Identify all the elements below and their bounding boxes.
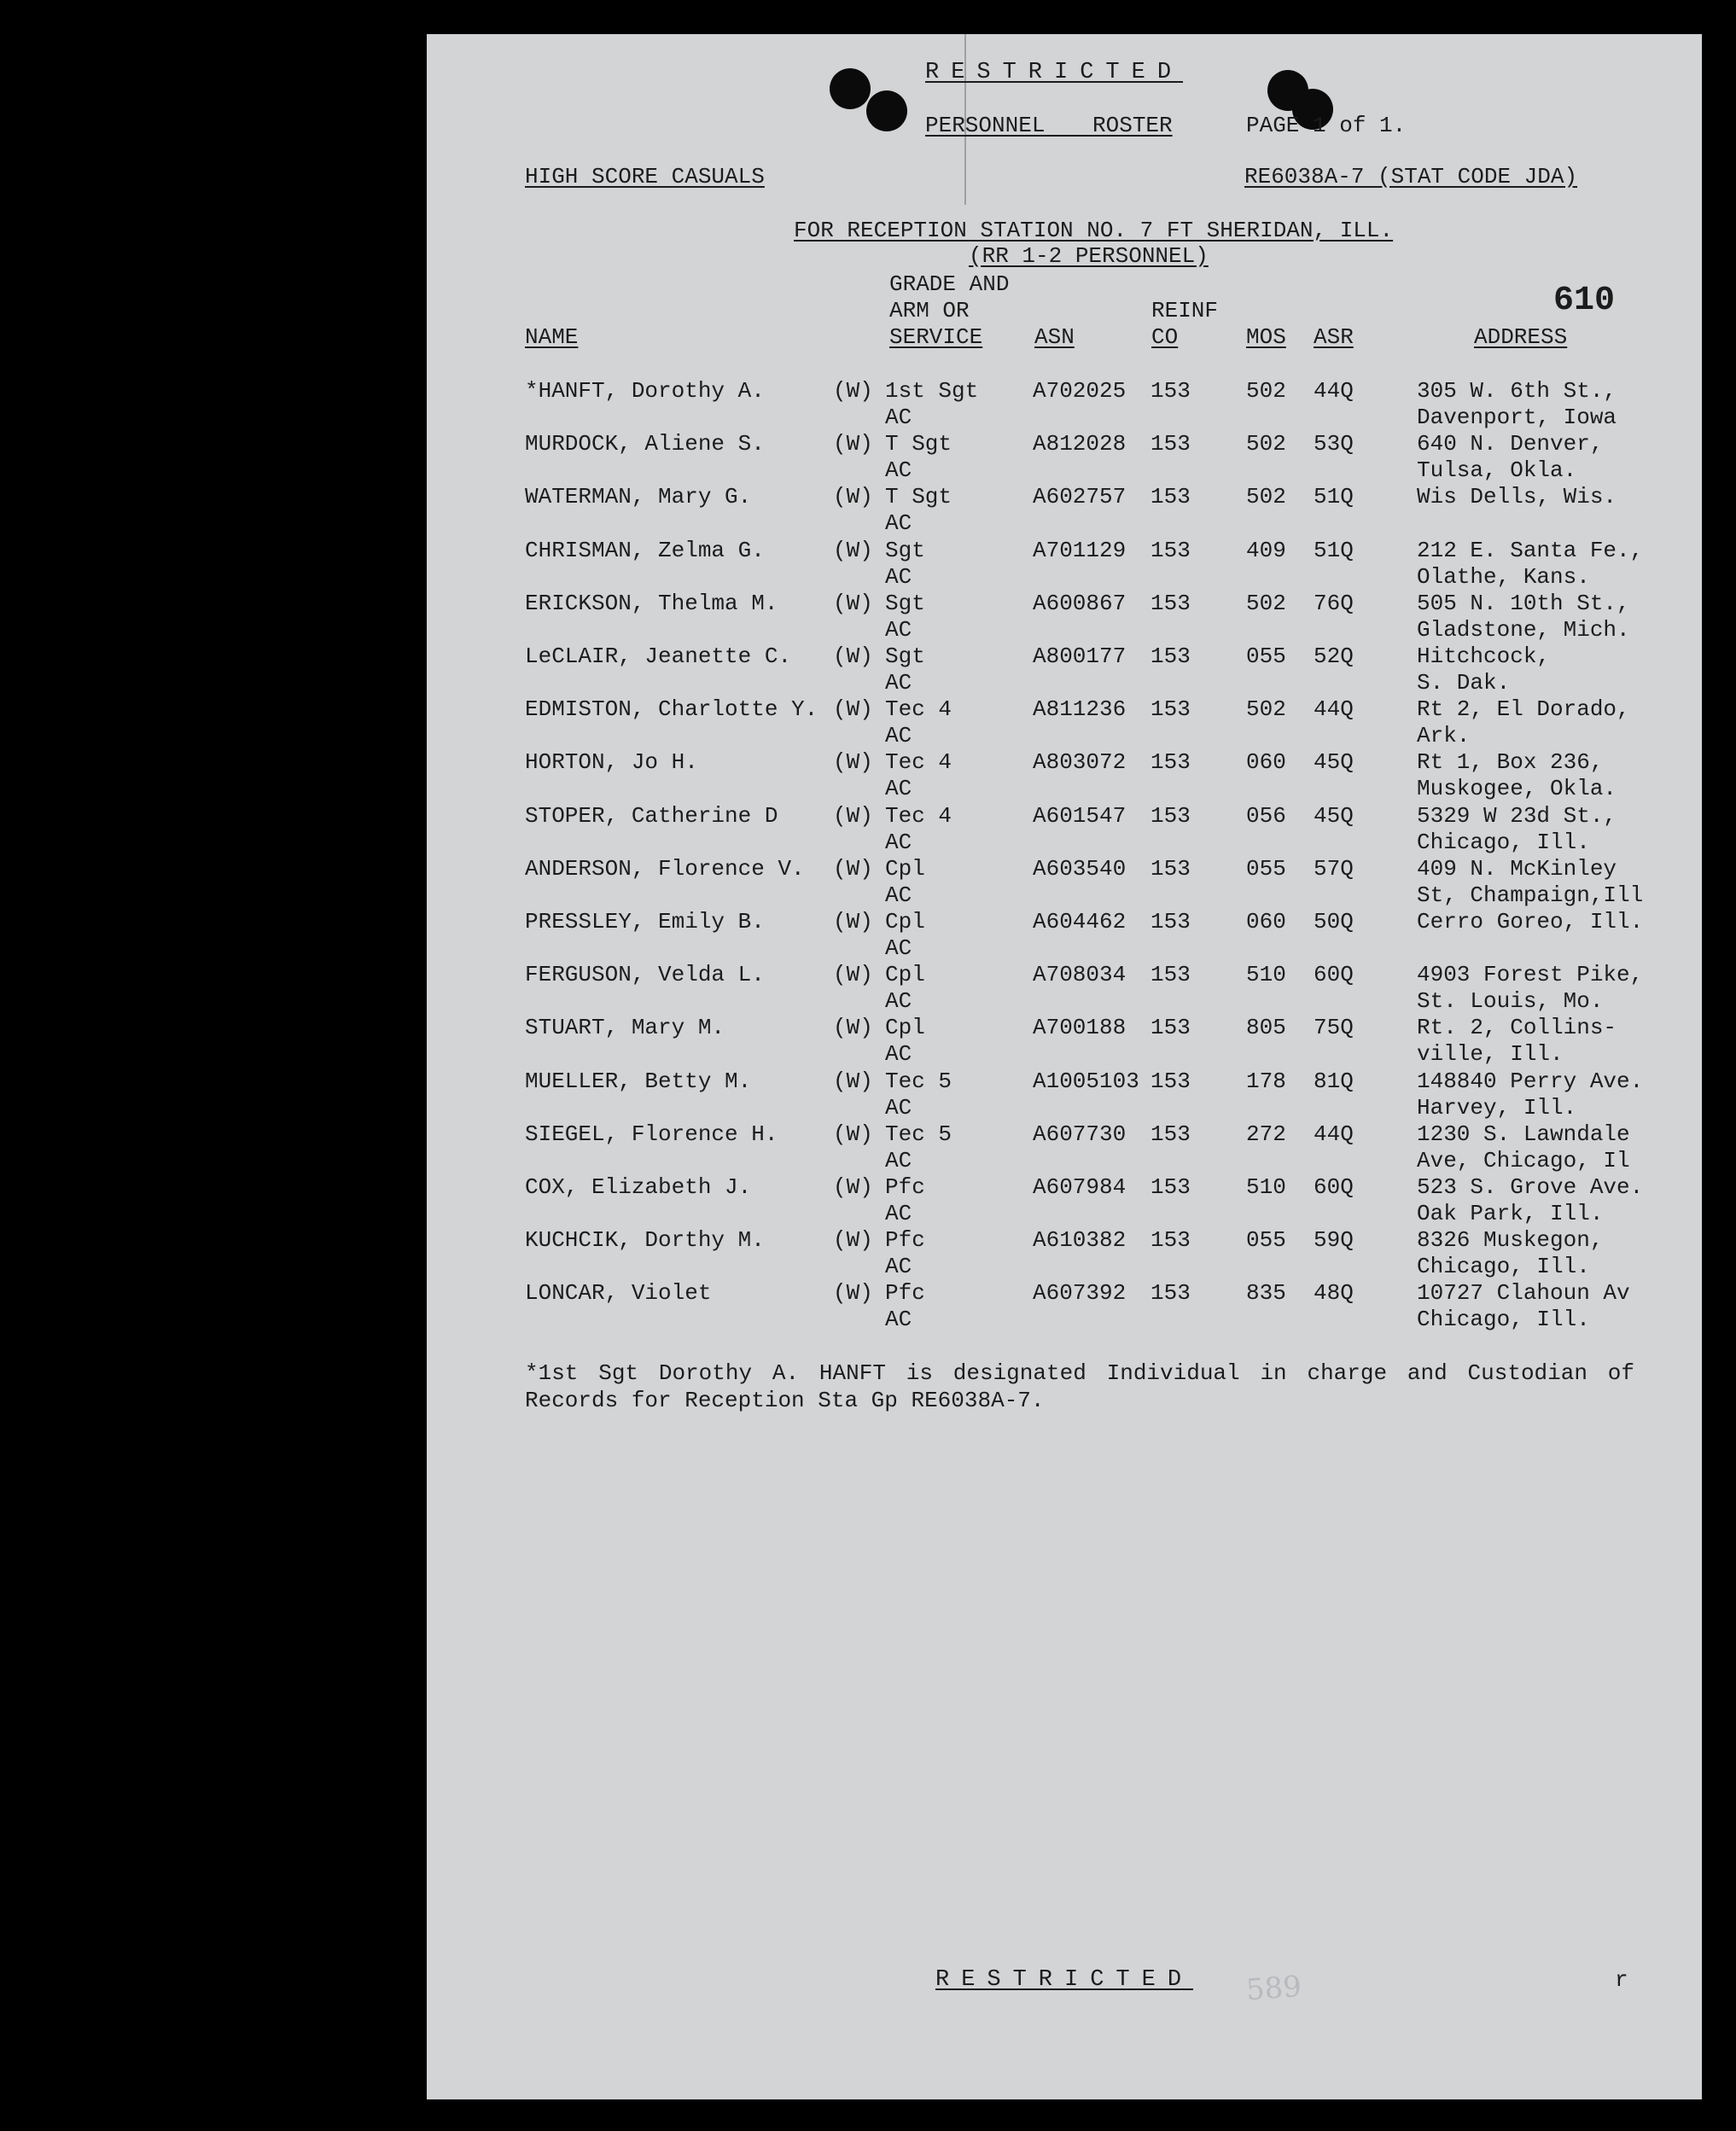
cell-reinf-co: 153 [1151,1015,1191,1040]
cell-grade: Cpl [885,962,925,987]
cell-address-line2: Oak Park, Ill. [1417,1201,1604,1226]
cell-asn: A602757 [1033,484,1127,509]
cell-address-line2: Chicago, Ill. [1417,1307,1590,1332]
cell-grade: Tec 4 [885,749,952,775]
cell-name: SIEGEL, Florence H. [525,1121,778,1147]
cell-womens-tag: (W) [833,1227,873,1253]
cell-asr: 76Q [1314,591,1354,616]
col-name: NAME [525,324,579,350]
cell-grade: Pfc [885,1227,925,1253]
cell-name: CHRISMAN, Zelma G. [525,538,765,563]
station-line: FOR RECEPTION STATION NO. 7 FT SHERIDAN, ILL. [794,218,1394,243]
cell-address-line1: 305 W. 6th St., [1417,378,1617,404]
cell-womens-tag: (W) [833,378,873,404]
cell-name: LeCLAIR, Jeanette C. [525,643,792,669]
cell-womens-tag: (W) [833,1121,873,1147]
unit-name: HIGH SCORE CASUALS [525,164,765,189]
cell-asr: 51Q [1314,538,1354,563]
cell-asr: 57Q [1314,856,1354,882]
cell-grade: Sgt [885,591,925,616]
cell-womens-tag: (W) [833,1015,873,1040]
cell-address-line2: Davenport, Iowa [1417,405,1617,430]
punch-hole-left-a [830,68,871,109]
group-code: RE6038A-7 (STAT CODE JDA) [1244,164,1578,189]
cell-address-line1: 409 N. McKinley [1417,856,1617,882]
cell-address-line1: Rt 2, El Dorado, [1417,696,1630,722]
col-asr: ASR [1314,324,1354,350]
col-grade-line2: ARM OR [889,298,970,323]
col-grade-line1: GRADE AND [889,271,1010,297]
cell-asr: 48Q [1314,1280,1354,1306]
cell-name: LONCAR, Violet [525,1280,712,1306]
cell-grade: T Sgt [885,484,952,509]
cell-name: KUCHCIK, Dorthy M. [525,1227,765,1253]
cell-asn: A701129 [1033,538,1127,563]
cell-reinf-co: 153 [1151,1227,1191,1253]
punch-hole-left-b [866,90,907,131]
cell-grade: Pfc [885,1280,925,1306]
cell-arm: AC [885,1254,912,1279]
cell-reinf-co: 153 [1151,1174,1191,1200]
cell-address-line1: 523 S. Grove Ave. [1417,1174,1644,1200]
cell-name: STOPER, Catherine D [525,803,778,829]
cell-asn: A607392 [1033,1280,1127,1306]
cell-asr: 52Q [1314,643,1354,669]
cell-name: ANDERSON, Florence V. [525,856,805,882]
cell-asn: A803072 [1033,749,1127,775]
cell-name: PRESSLEY, Emily B. [525,909,765,934]
cell-address-line1: 5329 W 23d St., [1417,803,1617,829]
cell-grade: T Sgt [885,431,952,457]
cell-asn: A700188 [1033,1015,1127,1040]
col-reinf-line1: REINF [1151,298,1219,323]
pencil-annotation: 589 [1244,1969,1303,2008]
cell-arm: AC [885,405,912,430]
cell-name: MUELLER, Betty M. [525,1068,752,1094]
cell-arm: AC [885,510,912,536]
page-label: PAGE 1 of 1. [1246,113,1407,138]
cell-address-line2: St. Louis, Mo. [1417,988,1604,1014]
cell-grade: Tec 4 [885,803,952,829]
cell-grade: Cpl [885,856,925,882]
cell-name: STUART, Mary M. [525,1015,725,1040]
cell-womens-tag: (W) [833,538,873,563]
cell-womens-tag: (W) [833,909,873,934]
cell-mos: 055 [1246,856,1286,882]
cell-mos: 056 [1246,803,1286,829]
cell-reinf-co: 153 [1151,431,1191,457]
cell-asn: A1005103 [1033,1068,1139,1094]
cell-womens-tag: (W) [833,1068,873,1094]
footnote: *1st Sgt Dorothy A. HANFT is designated Individual in charge and Custodian of Records for Reception Sta Gp RE6038A-7. [525,1360,1634,1413]
cell-mos: 272 [1246,1121,1286,1147]
document-page [427,34,1702,2099]
cell-asr: 44Q [1314,378,1354,404]
cell-asr: 60Q [1314,1174,1354,1200]
cell-asn: A600867 [1033,591,1127,616]
cell-reinf-co: 153 [1151,909,1191,934]
cell-mos: 502 [1246,484,1286,509]
cell-address-line2: Olathe, Kans. [1417,564,1590,590]
corner-mark: r [1615,1967,1628,1993]
cell-address-line2: Ark. [1417,723,1471,748]
cell-asr: 45Q [1314,803,1354,829]
cell-grade: Cpl [885,909,925,934]
cell-reinf-co: 153 [1151,749,1191,775]
cell-address-line1: 4903 Forest Pike, [1417,962,1644,987]
cell-address-line2: Ave, Chicago, Il [1417,1148,1630,1173]
cell-arm: AC [885,1148,912,1173]
cell-address-line1: Cerro Goreo, Ill. [1417,909,1644,934]
cell-arm: AC [885,564,912,590]
cell-address-line2: Chicago, Ill. [1417,1254,1590,1279]
cell-asr: 51Q [1314,484,1354,509]
cell-womens-tag: (W) [833,643,873,669]
cell-asn: A607984 [1033,1174,1127,1200]
cell-asn: A601547 [1033,803,1127,829]
cell-womens-tag: (W) [833,696,873,722]
cell-address-line1: 212 E. Santa Fe., [1417,538,1644,563]
cell-address-line1: 8326 Muskegon, [1417,1227,1604,1253]
cell-name: WATERMAN, Mary G. [525,484,752,509]
cell-address-line2: Chicago, Ill. [1417,830,1590,855]
cell-reinf-co: 153 [1151,1121,1191,1147]
cell-womens-tag: (W) [833,962,873,987]
cell-mos: 060 [1246,909,1286,934]
cell-mos: 502 [1246,378,1286,404]
cell-address-line1: 148840 Perry Ave. [1417,1068,1644,1094]
cell-reinf-co: 153 [1151,1280,1191,1306]
cell-asr: 75Q [1314,1015,1354,1040]
cell-asr: 60Q [1314,962,1354,987]
cell-womens-tag: (W) [833,591,873,616]
cell-arm: AC [885,670,912,696]
cell-reinf-co: 153 [1151,643,1191,669]
cell-reinf-co: 153 [1151,591,1191,616]
cell-arm: AC [885,1307,912,1332]
cell-asn: A702025 [1033,378,1127,404]
cell-mos: 055 [1246,643,1286,669]
cell-name: EDMISTON, Charlotte Y. [525,696,818,722]
cell-address-line1: Rt. 2, Collins- [1417,1015,1617,1040]
cell-asr: 81Q [1314,1068,1354,1094]
cell-name: *HANFT, Dorothy A. [525,378,765,404]
cell-address-line1: Rt 1, Box 236, [1417,749,1604,775]
cell-reinf-co: 153 [1151,856,1191,882]
cell-arm: AC [885,1041,912,1067]
classification-bottom: RESTRICTED [935,1967,1194,1993]
cell-address-line2: S. Dak. [1417,670,1511,696]
cell-womens-tag: (W) [833,484,873,509]
cell-grade: Tec 4 [885,696,952,722]
cell-reinf-co: 153 [1151,538,1191,563]
cell-address-line1: Wis Dells, Wis. [1417,484,1617,509]
col-reinf-line2: CO [1151,324,1179,350]
cell-address-line2: ville, Ill. [1417,1041,1564,1067]
cell-address-line1: 640 N. Denver, [1417,431,1604,457]
cell-mos: 510 [1246,1174,1286,1200]
cell-arm: AC [885,830,912,855]
cell-asr: 44Q [1314,1121,1354,1147]
cell-mos: 805 [1246,1015,1286,1040]
cell-arm: AC [885,617,912,643]
cell-mos: 502 [1246,591,1286,616]
cell-reinf-co: 153 [1151,378,1191,404]
cell-grade: Sgt [885,538,925,563]
cell-arm: AC [885,988,912,1014]
page-number: 610 [1553,282,1616,320]
personnel-line: (RR 1-2 PERSONNEL) [969,243,1209,269]
classification-top: RESTRICTED [925,60,1184,85]
cell-reinf-co: 153 [1151,696,1191,722]
cell-asn: A604462 [1033,909,1127,934]
cell-arm: AC [885,1201,912,1226]
cell-reinf-co: 153 [1151,1068,1191,1094]
cell-grade: Cpl [885,1015,925,1040]
cell-asr: 45Q [1314,749,1354,775]
cell-womens-tag: (W) [833,803,873,829]
cell-arm: AC [885,776,912,801]
cell-arm: AC [885,457,912,483]
cell-womens-tag: (W) [833,856,873,882]
cell-mos: 409 [1246,538,1286,563]
cell-address-line2: Muskogee, Okla. [1417,776,1617,801]
cell-mos: 178 [1246,1068,1286,1094]
cell-grade: 1st Sgt [885,378,979,404]
cell-address-line1: Hitchcock, [1417,643,1551,669]
cell-address-line2: Harvey, Ill. [1417,1095,1577,1121]
cell-reinf-co: 153 [1151,484,1191,509]
cell-grade: Sgt [885,643,925,669]
cell-asn: A607730 [1033,1121,1127,1147]
cell-name: FERGUSON, Velda L. [525,962,765,987]
cell-name: ERICKSON, Thelma M. [525,591,778,616]
cell-asn: A708034 [1033,962,1127,987]
cell-asn: A811236 [1033,696,1127,722]
col-grade-line3: SERVICE [889,324,983,350]
cell-asn: A800177 [1033,643,1127,669]
cell-name: HORTON, Jo H. [525,749,698,775]
cell-mos: 060 [1246,749,1286,775]
cell-asr: 44Q [1314,696,1354,722]
cell-womens-tag: (W) [833,1174,873,1200]
cell-address-line1: 10727 Clahoun Av [1417,1280,1630,1306]
cell-arm: AC [885,723,912,748]
cell-asr: 53Q [1314,431,1354,457]
cell-name: COX, Elizabeth J. [525,1174,752,1200]
cell-address-line2: St, Champaign,Ill [1417,882,1644,908]
cell-arm: AC [885,1095,912,1121]
cell-reinf-co: 153 [1151,962,1191,987]
cell-arm: AC [885,935,912,961]
cell-asr: 50Q [1314,909,1354,934]
cell-address-line2: Gladstone, Mich. [1417,617,1630,643]
cell-address-line2: Tulsa, Okla. [1417,457,1577,483]
cell-womens-tag: (W) [833,431,873,457]
cell-mos: 055 [1246,1227,1286,1253]
cell-asn: A812028 [1033,431,1127,457]
cell-asn: A610382 [1033,1227,1127,1253]
cell-womens-tag: (W) [833,1280,873,1306]
roster-title: PERSONNEL ROSTER [925,113,1173,138]
col-mos: MOS [1246,324,1286,350]
cell-asn: A603540 [1033,856,1127,882]
cell-address-line1: 505 N. 10th St., [1417,591,1630,616]
cell-name: MURDOCK, Aliene S. [525,431,765,457]
cell-reinf-co: 153 [1151,803,1191,829]
cell-grade: Pfc [885,1174,925,1200]
cell-mos: 835 [1246,1280,1286,1306]
cell-address-line1: 1230 S. Lawndale [1417,1121,1630,1147]
col-address: ADDRESS [1474,324,1568,350]
col-asn: ASN [1034,324,1075,350]
cell-mos: 502 [1246,431,1286,457]
cell-mos: 510 [1246,962,1286,987]
cell-mos: 502 [1246,696,1286,722]
cell-asr: 59Q [1314,1227,1354,1253]
cell-grade: Tec 5 [885,1121,952,1147]
cell-womens-tag: (W) [833,749,873,775]
cell-grade: Tec 5 [885,1068,952,1094]
cell-arm: AC [885,882,912,908]
